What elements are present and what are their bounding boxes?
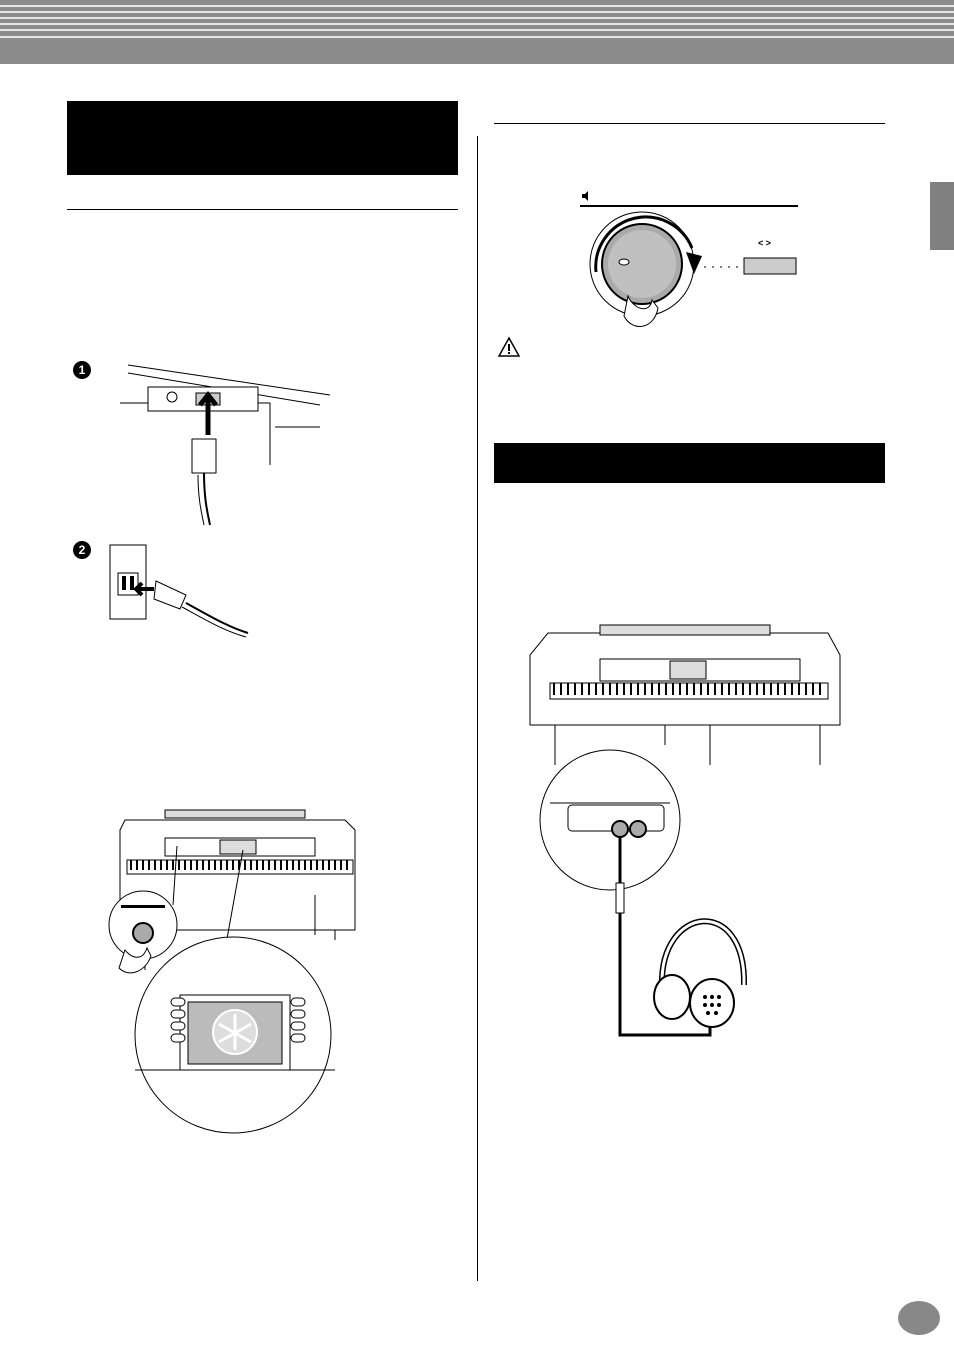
- volume-knob-icon: [580, 192, 810, 337]
- step-2-badge: 2: [73, 541, 91, 559]
- header-stripe: [0, 5, 954, 7]
- section-heading-block-power: [67, 101, 458, 175]
- volume-button-label: < >: [758, 238, 772, 248]
- top-header-band: [0, 0, 954, 64]
- step-1-badge: 1: [73, 361, 91, 379]
- section-heading-block-headphones: [494, 443, 885, 483]
- header-stripe: [0, 23, 954, 25]
- chapter-side-tab: [930, 182, 954, 250]
- header-stripe: [0, 11, 954, 13]
- header-stripe: [0, 17, 954, 19]
- wall-outlet-icon: [108, 545, 253, 625]
- digital-piano-icon: [105, 810, 365, 1135]
- subsection-rule: [67, 209, 458, 210]
- page-number-badge: [898, 1301, 940, 1335]
- header-stripe: [0, 36, 954, 38]
- power-cord-icon: [120, 365, 330, 530]
- header-stripe: [0, 29, 954, 31]
- headphones-icon: [520, 625, 860, 1040]
- warning-triangle-icon: [498, 337, 520, 357]
- subsection-rule: [494, 123, 885, 124]
- column-divider: [477, 136, 478, 1281]
